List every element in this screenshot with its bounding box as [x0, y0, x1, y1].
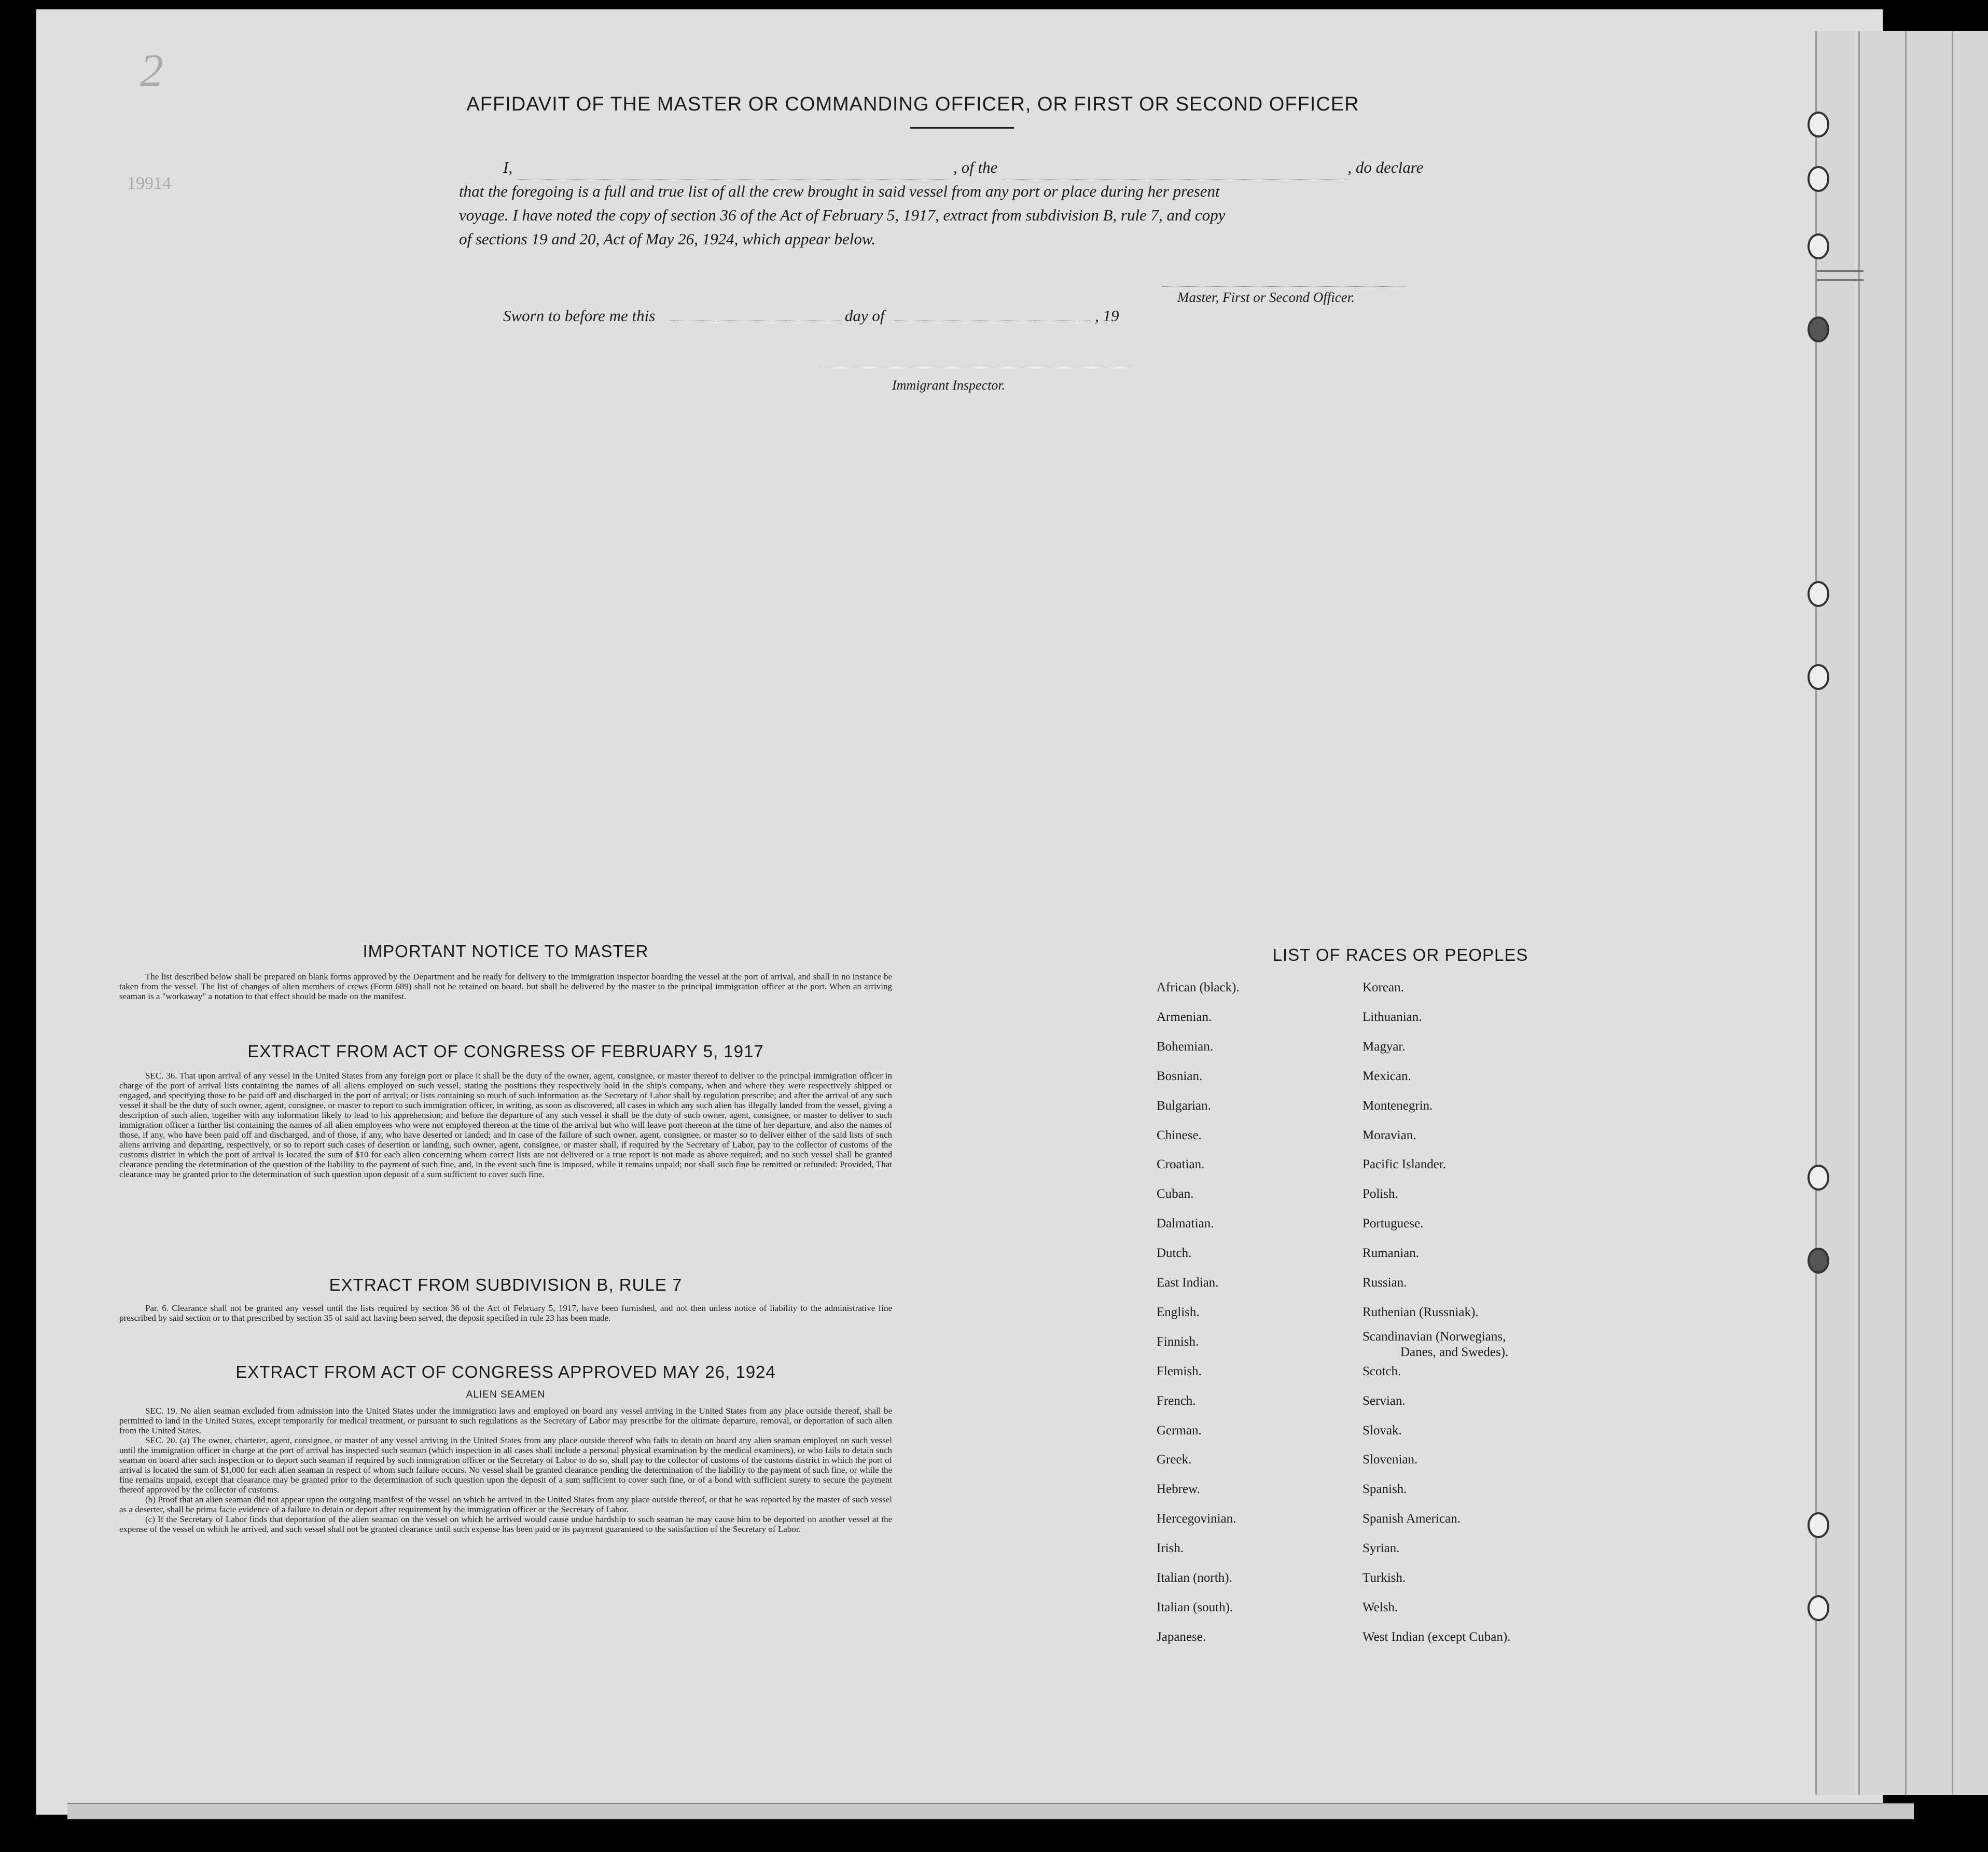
race-item: Hebrew. — [1157, 1482, 1200, 1497]
race-item: Polish. — [1363, 1187, 1398, 1201]
race-item: Welsh. — [1363, 1600, 1398, 1614]
race-item: East Indian. — [1157, 1276, 1219, 1290]
race-item: Moravian. — [1363, 1128, 1416, 1142]
race-item: Slovak. — [1363, 1423, 1402, 1438]
affidavit-line-4: of sections 19 and 20, Act of May 26, 1924, which appear below. — [459, 230, 876, 248]
race-item: Bosnian. — [1157, 1069, 1203, 1083]
sworn-line — [503, 306, 1229, 325]
strip-rule — [1858, 31, 1860, 1795]
alien-seamen-heading: ALIEN SEAMEN — [466, 1389, 546, 1400]
race-item: Montenegrin. — [1363, 1098, 1433, 1113]
subdivision-b-title: EXTRACT FROM SUBDIVISION B, RULE 7 — [329, 1275, 683, 1294]
affidavit-title: AFFIDAVIT OF THE MASTER OR COMMANDING OFFICER, OR FIRST OR SECOND OFFICER — [466, 93, 1359, 115]
underlying-page-edge — [67, 1803, 1914, 1819]
sworn-year: , 19 — [1094, 307, 1119, 325]
race-item: Korean. — [1363, 980, 1404, 994]
strip-tick — [1817, 270, 1864, 272]
race-item: Flemish. — [1157, 1364, 1202, 1378]
sworn-month-blank[interactable] — [894, 306, 1091, 321]
affidavit-of-the: , of the — [953, 158, 998, 176]
race-item: German. — [1157, 1423, 1202, 1438]
race-item: Finnish. — [1157, 1334, 1199, 1349]
race-item: Rumanian. — [1363, 1246, 1420, 1261]
inspector-label: Immigrant Inspector. — [892, 378, 1006, 393]
race-item: English. — [1157, 1305, 1200, 1319]
notice-paragraph: The list described below shall be prepared on blank forms approved by the Department and be ready for delivery to the immigration inspector boarding the vessel at the port of arrival, and shall in no instance be taken from the vessel. The list of changes of alien members of crews (Form 689) shall not be retained on board, but shall be delivered by the master to the principal immigration officer at the port. When an arriving seaman is a "workaway" a notation to that effect should be made on the manifest. — [119, 972, 892, 1001]
binder-hole — [1808, 1165, 1829, 1191]
race-item: Lithuanian. — [1363, 1010, 1422, 1024]
race-item: Japanese. — [1157, 1629, 1206, 1644]
race-item: Magyar. — [1363, 1039, 1406, 1054]
subdivision-b-text — [119, 1303, 892, 1323]
race-item: Chinese. — [1157, 1128, 1202, 1142]
race-item: Greek. — [1157, 1453, 1192, 1467]
race-item: Pacific Islander. — [1363, 1157, 1447, 1172]
officer-name-blank[interactable] — [518, 164, 953, 179]
affidavit-declare: , do declare — [1347, 158, 1424, 176]
race-item: Hercegovinian. — [1157, 1512, 1236, 1526]
master-signature-line[interactable] — [1162, 286, 1406, 287]
binder-hole — [1808, 664, 1829, 690]
sec-20a-paragraph: SEC. 20. (a) The owner, charterer, agent, consignee, or master of any vessel arriving in the United States from any place outside thereof who fails to detain on board any alien seaman employed on such vessel until the immigration officer in charge at the port of arrival has inspected such seaman (which inspection in all cases shall include a personal physical examination by the medical examiners), or who fails to detain such seaman on board after such inspection or to deport such seaman if required by such immigration officer or the Secretary of Labor to do so, shall pay to the collector of customs of the customs district in which the port of arrival is located the sum of $1,000 for each alien seaman in respect of whom such failure occurs. No vessel shall be granted clearance pending the determination of the liability to the payment of such fine, or while the fine remains unpaid, except that clearance may be granted prior to the determination of such question upon the deposit of a sum sufficient to cover such fine, or of a bond with sufficient surety to secure the payment thereof approved by the collector of customs. — [119, 1435, 892, 1495]
affidavit-body — [459, 156, 1463, 251]
races-title: LIST OF RACES OR PEOPLES — [1272, 945, 1528, 964]
sec-20b-paragraph: (b) Proof that an alien seaman did not appear upon the outgoing manifest of the vessel on which he arrived in the United States from any place outside thereof, or that he was reported by the master of such vessel as a deserter, shall be prima facie evidence of a failure to detain or deport after requirement by the immigration officer or the Secretary of Labor. — [119, 1495, 892, 1514]
race-item: Dalmatian. — [1157, 1217, 1214, 1231]
race-item: Italian (south). — [1157, 1600, 1233, 1614]
binder-hole — [1808, 166, 1829, 192]
margin-stamp: 19914 — [127, 174, 171, 193]
affidavit-line-3: voyage. I have noted the copy of section 36 of the Act of February 5, 1917, extract from subdivision B, rule 7, and copy — [459, 206, 1226, 224]
binder-hole — [1808, 1512, 1829, 1538]
extract-1917-text — [119, 1071, 892, 1179]
notice-title: IMPORTANT NOTICE TO MASTER — [363, 942, 649, 961]
sec-19-paragraph: SEC. 19. No alien seaman excluded from admission into the United States under the immigration laws and employed on board any vessel arriving in the United States from any place outside thereof, shall be permitted to land in the United States, except temporarily for medical treatment, or pursuant to such regulations as the Secretary of Labor may prescribe for the ultimate departure, removal, or deportation of such alien from the United States. — [119, 1406, 892, 1435]
sworn-prefix: Sworn to before me this — [503, 307, 656, 325]
race-item: Ruthenian (Russniak). — [1363, 1305, 1479, 1319]
race-item: Portuguese. — [1363, 1217, 1424, 1231]
affidavit-pronoun: I, — [503, 158, 513, 176]
extract-1924-text — [119, 1406, 892, 1534]
race-item: Dutch. — [1157, 1246, 1192, 1261]
notice-text — [119, 972, 892, 1001]
binder-hole — [1808, 112, 1829, 137]
race-item: Bulgarian. — [1157, 1098, 1211, 1113]
vessel-name-blank[interactable] — [1003, 164, 1347, 179]
sworn-day-blank[interactable] — [670, 306, 841, 321]
race-item: Russian. — [1363, 1276, 1407, 1290]
extract-1924-title: EXTRACT FROM ACT OF CONGRESS APPROVED MAY 26, 1924 — [235, 1362, 776, 1381]
race-item: Italian (north). — [1157, 1571, 1232, 1585]
race-item: Turkish. — [1363, 1571, 1406, 1585]
strip-rule — [1905, 31, 1907, 1795]
binder-hole — [1808, 581, 1829, 607]
binder-hole — [1808, 1595, 1829, 1621]
binder-hole — [1808, 233, 1829, 259]
sec-36-paragraph: SEC. 36. That upon arrival of any vessel in the United States from any foreign port or place it shall be the duty of the owner, agent, consignee, or master thereof to deliver to the principal immigration officer in charge of the port of arrival lists containing the names of all aliens employed on such vessel, stating the positions they respectively hold in the ship's company, when and where they were respectively shipped or engaged, and specifying those to be paid off and discharged in the port of arrival; or lists containing so much of such information as the Secretary of Labor shall by regulation prescribe; and after the arrival of any such vessel it shall be the duty of such owner, agent, consignee, or master to report to such immigration officer, in writing, as soon as discovered, all cases in which any such alien has illegally landed from the vessel, giving a description of such alien, together with any information likely to lead to his apprehension; and before the departure of any such vessel it shall be the duty of such owner, agent, consignee, or master to deliver to such immigration officer a further list containing the names of all alien employees who were not employed thereon at the time of the arrival but who will leave port thereon at the time of her departure, and also the names of those, if any, who have been paid off and discharged, and of those, if any, who have deserted or landed; and in case of the failure of such owner, agent, consignee, or master so to deliver either of the said lists of such aliens arriving and departing, respectively, or so to report such cases of desertion or landing, such owner, agent, consignee, or master shall, if required by the Secretary of Labor, pay to the collector of customs of the customs district in which the port of arrival is located the sum of $10 for each alien concerning whom correct lists are not delivered or a true report is not made as above required; and no such vessel shall be granted clearance pending the determination of the question of the liability to the payment of such fine, and, in the event such fine is imposed, while it remains unpaid; nor shall such fine be remitted or refunded: Provided, That clearance may be granted prior to the determination of such question upon deposit of a sum sufficient to cover such fine. — [119, 1071, 892, 1179]
race-item: African (black). — [1157, 980, 1240, 994]
sworn-day-of: day of — [844, 307, 885, 325]
title-rule — [910, 127, 1014, 129]
race-item: West Indian (except Cuban). — [1363, 1629, 1511, 1644]
race-item: Spanish American. — [1363, 1512, 1461, 1526]
master-signature-label: Master, First or Second Officer. — [1177, 289, 1355, 305]
race-item: French. — [1157, 1393, 1196, 1408]
race-item: Cuban. — [1157, 1187, 1194, 1201]
race-item: Servian. — [1363, 1393, 1406, 1408]
race-item: Scotch. — [1363, 1364, 1401, 1378]
binder-hole — [1808, 316, 1829, 342]
affidavit-line-1 — [459, 156, 1463, 179]
race-item: Irish. — [1157, 1541, 1184, 1556]
strip-tick — [1817, 279, 1864, 281]
handwritten-numeral: 2 — [140, 45, 163, 96]
binder-hole — [1808, 1248, 1829, 1274]
race-item: Slovenian. — [1363, 1453, 1418, 1467]
strip-rule — [1952, 31, 1953, 1795]
affidavit-line-2: that the foregoing is a full and true list of all the crew brought in said vessel from any port or place during her present — [459, 182, 1220, 200]
race-item-continuation: Danes, and Swedes). — [1400, 1345, 1509, 1359]
adjacent-page-strip — [1815, 31, 1988, 1795]
extract-1917-title: EXTRACT FROM ACT OF CONGRESS OF FEBRUARY 5, 1917 — [247, 1042, 764, 1061]
document-page — [36, 9, 1883, 1815]
race-item: Syrian. — [1363, 1541, 1400, 1556]
race-item: Croatian. — [1157, 1157, 1205, 1172]
race-item: Spanish. — [1363, 1482, 1407, 1497]
race-item: Armenian. — [1157, 1010, 1212, 1024]
race-item: Scandinavian (Norwegians, — [1363, 1329, 1506, 1344]
race-item: Mexican. — [1363, 1069, 1411, 1083]
par-6-paragraph: Par. 6. Clearance shall not be granted any vessel until the lists required by section 36 of the Act of February 5, 1917, have been furnished, and not then unless notice of liability to the administrative fine prescribed by said section or to that prescribed by section 35 of said act having been served, the deposit specified in rule 23 has been made. — [119, 1303, 892, 1323]
race-item: Bohemian. — [1157, 1039, 1214, 1054]
sec-20c-paragraph: (c) If the Secretary of Labor finds that deportation of the alien seaman on the vessel on which he arrived would cause undue hardship to such seaman he may cause him to be deported on another vessel at the expense of the vessel on which he arrived, and such vessel shall not be granted clearance until such expense has been paid or its payment guaranteed to the satisfaction of the Secretary of Labor. — [119, 1514, 892, 1534]
